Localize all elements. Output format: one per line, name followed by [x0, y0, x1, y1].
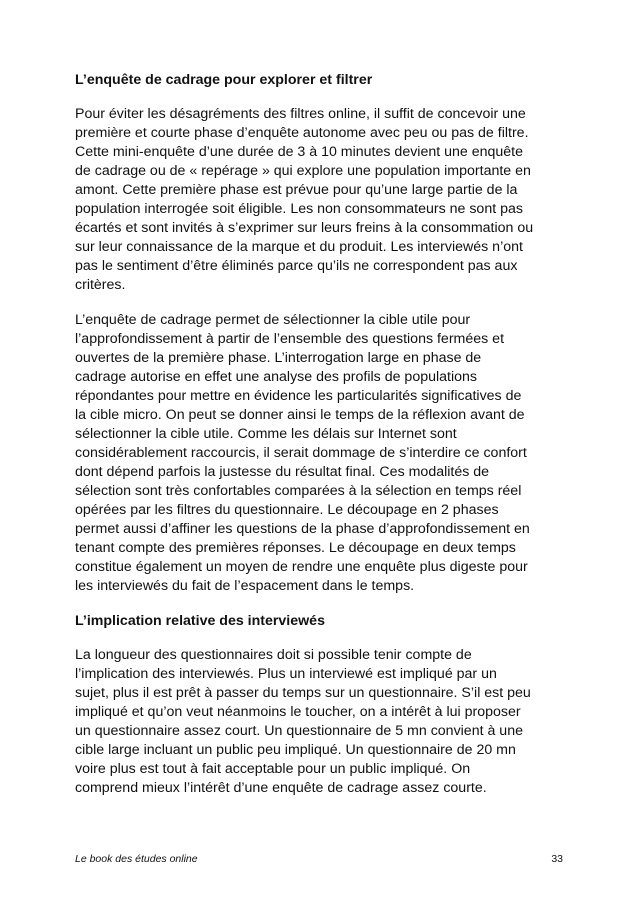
text-line: première et courte phase d’enquête autonome avec peu ou pas de filtre.: [75, 125, 529, 141]
text-line: Cette mini-enquête d’une durée de 3 à 10 minutes devient une enquête: [75, 144, 524, 160]
text-line: Pour éviter les désagréments des filtres online, il suffit de concevoir une: [75, 106, 526, 122]
text-line: cadrage autorise en effet une analyse des profils de populations: [75, 369, 477, 385]
text-line: sujet, plus il est prêt à passer du temps sur un questionnaire. S’il est peu: [75, 685, 531, 701]
text-line: La longueur des questionnaires doit si possible tenir compte de: [75, 647, 472, 663]
text-line: l’implication des interviewés. Plus un interviewé est impliqué par un: [75, 666, 497, 682]
text-line: constitue également un moyen de rendre une enquête plus digeste pour: [75, 559, 528, 575]
text-line: de cadrage ou de « repérage » qui explore une population importante en: [75, 163, 531, 179]
text-line: dont dépend parfois la justesse du résultat final. Ces modalités de: [75, 464, 490, 480]
text-line: sélection sont très confortables comparées à la sélection en temps réel: [75, 483, 522, 499]
text-line: comprend mieux l’intérêt d’une enquête de cadrage assez courte.: [75, 780, 487, 796]
text-line: L’enquête de cadrage permet de sélectionner la cible utile pour: [75, 312, 471, 328]
text-line: opérées par les filtres du questionnaire. Le découpage en 2 phases: [75, 502, 499, 518]
text-line: cible large incluant un public peu impliqué. Un questionnaire de 20 mn: [75, 742, 516, 758]
text-line: sélectionner la cible utile. Comme les délais sur Internet sont: [75, 426, 457, 442]
text-line: considérablement raccourcis, il serait dommage de s’interdire ce confort: [75, 445, 527, 461]
text-line: population interrogée soit éligible. Les non consommateurs ne sont pas: [75, 201, 523, 217]
page-content: [75, 71, 570, 814]
text-line: tenant compte des premières réponses. Le découpage en deux temps: [75, 540, 516, 556]
paragraph-cadrage-1: [75, 105, 570, 295]
paragraph-cadrage-2: [75, 311, 570, 596]
section-heading-implication: L’implication relative des interviewés: [75, 613, 325, 629]
paragraph-implication: [75, 646, 570, 798]
text-line: ouvertes de la première phase. L’interrogation large en phase de: [75, 350, 482, 366]
text-line: permet aussi d’affiner les questions de la phase d’approfondissement en: [75, 521, 530, 537]
text-line: pas le sentiment d’être éliminés parce qu’ils ne correspondent pas aux: [75, 258, 518, 274]
text-line: sur leur connaissance de la marque et du produit. Les interviewés n’ont: [75, 239, 523, 255]
text-line: écartés et sont invités à s’exprimer sur leurs freins à la consommation ou: [75, 220, 534, 236]
text-line: répondantes pour mettre en évidence les particularités significatives de: [75, 388, 522, 404]
text-line: la cible micro. On peut se donner ainsi le temps de la réflexion avant de: [75, 407, 525, 423]
text-line: l’approfondissement à partir de l’ensemble des questions fermées et: [75, 331, 505, 347]
text-line: impliqué et qu’on veut néanmoins le toucher, on a intérêt à lui proposer: [75, 704, 521, 720]
footer-title: Le book des études online: [75, 853, 198, 865]
text-line: les interviewés du fait de l’espacement dans le temps.: [75, 578, 415, 594]
page-number: 33: [551, 853, 563, 865]
text-line: un questionnaire assez court. Un questionnaire de 5 mn convient à une: [75, 723, 523, 739]
text-line: voire plus est tout à fait acceptable pour un public impliqué. On: [75, 761, 471, 777]
text-line: amont. Cette première phase est prévue pour qu’une large partie de la: [75, 182, 518, 198]
section-heading-cadrage: L’enquête de cadrage pour explorer et filtrer: [75, 72, 373, 88]
text-line: critères.: [75, 277, 126, 293]
